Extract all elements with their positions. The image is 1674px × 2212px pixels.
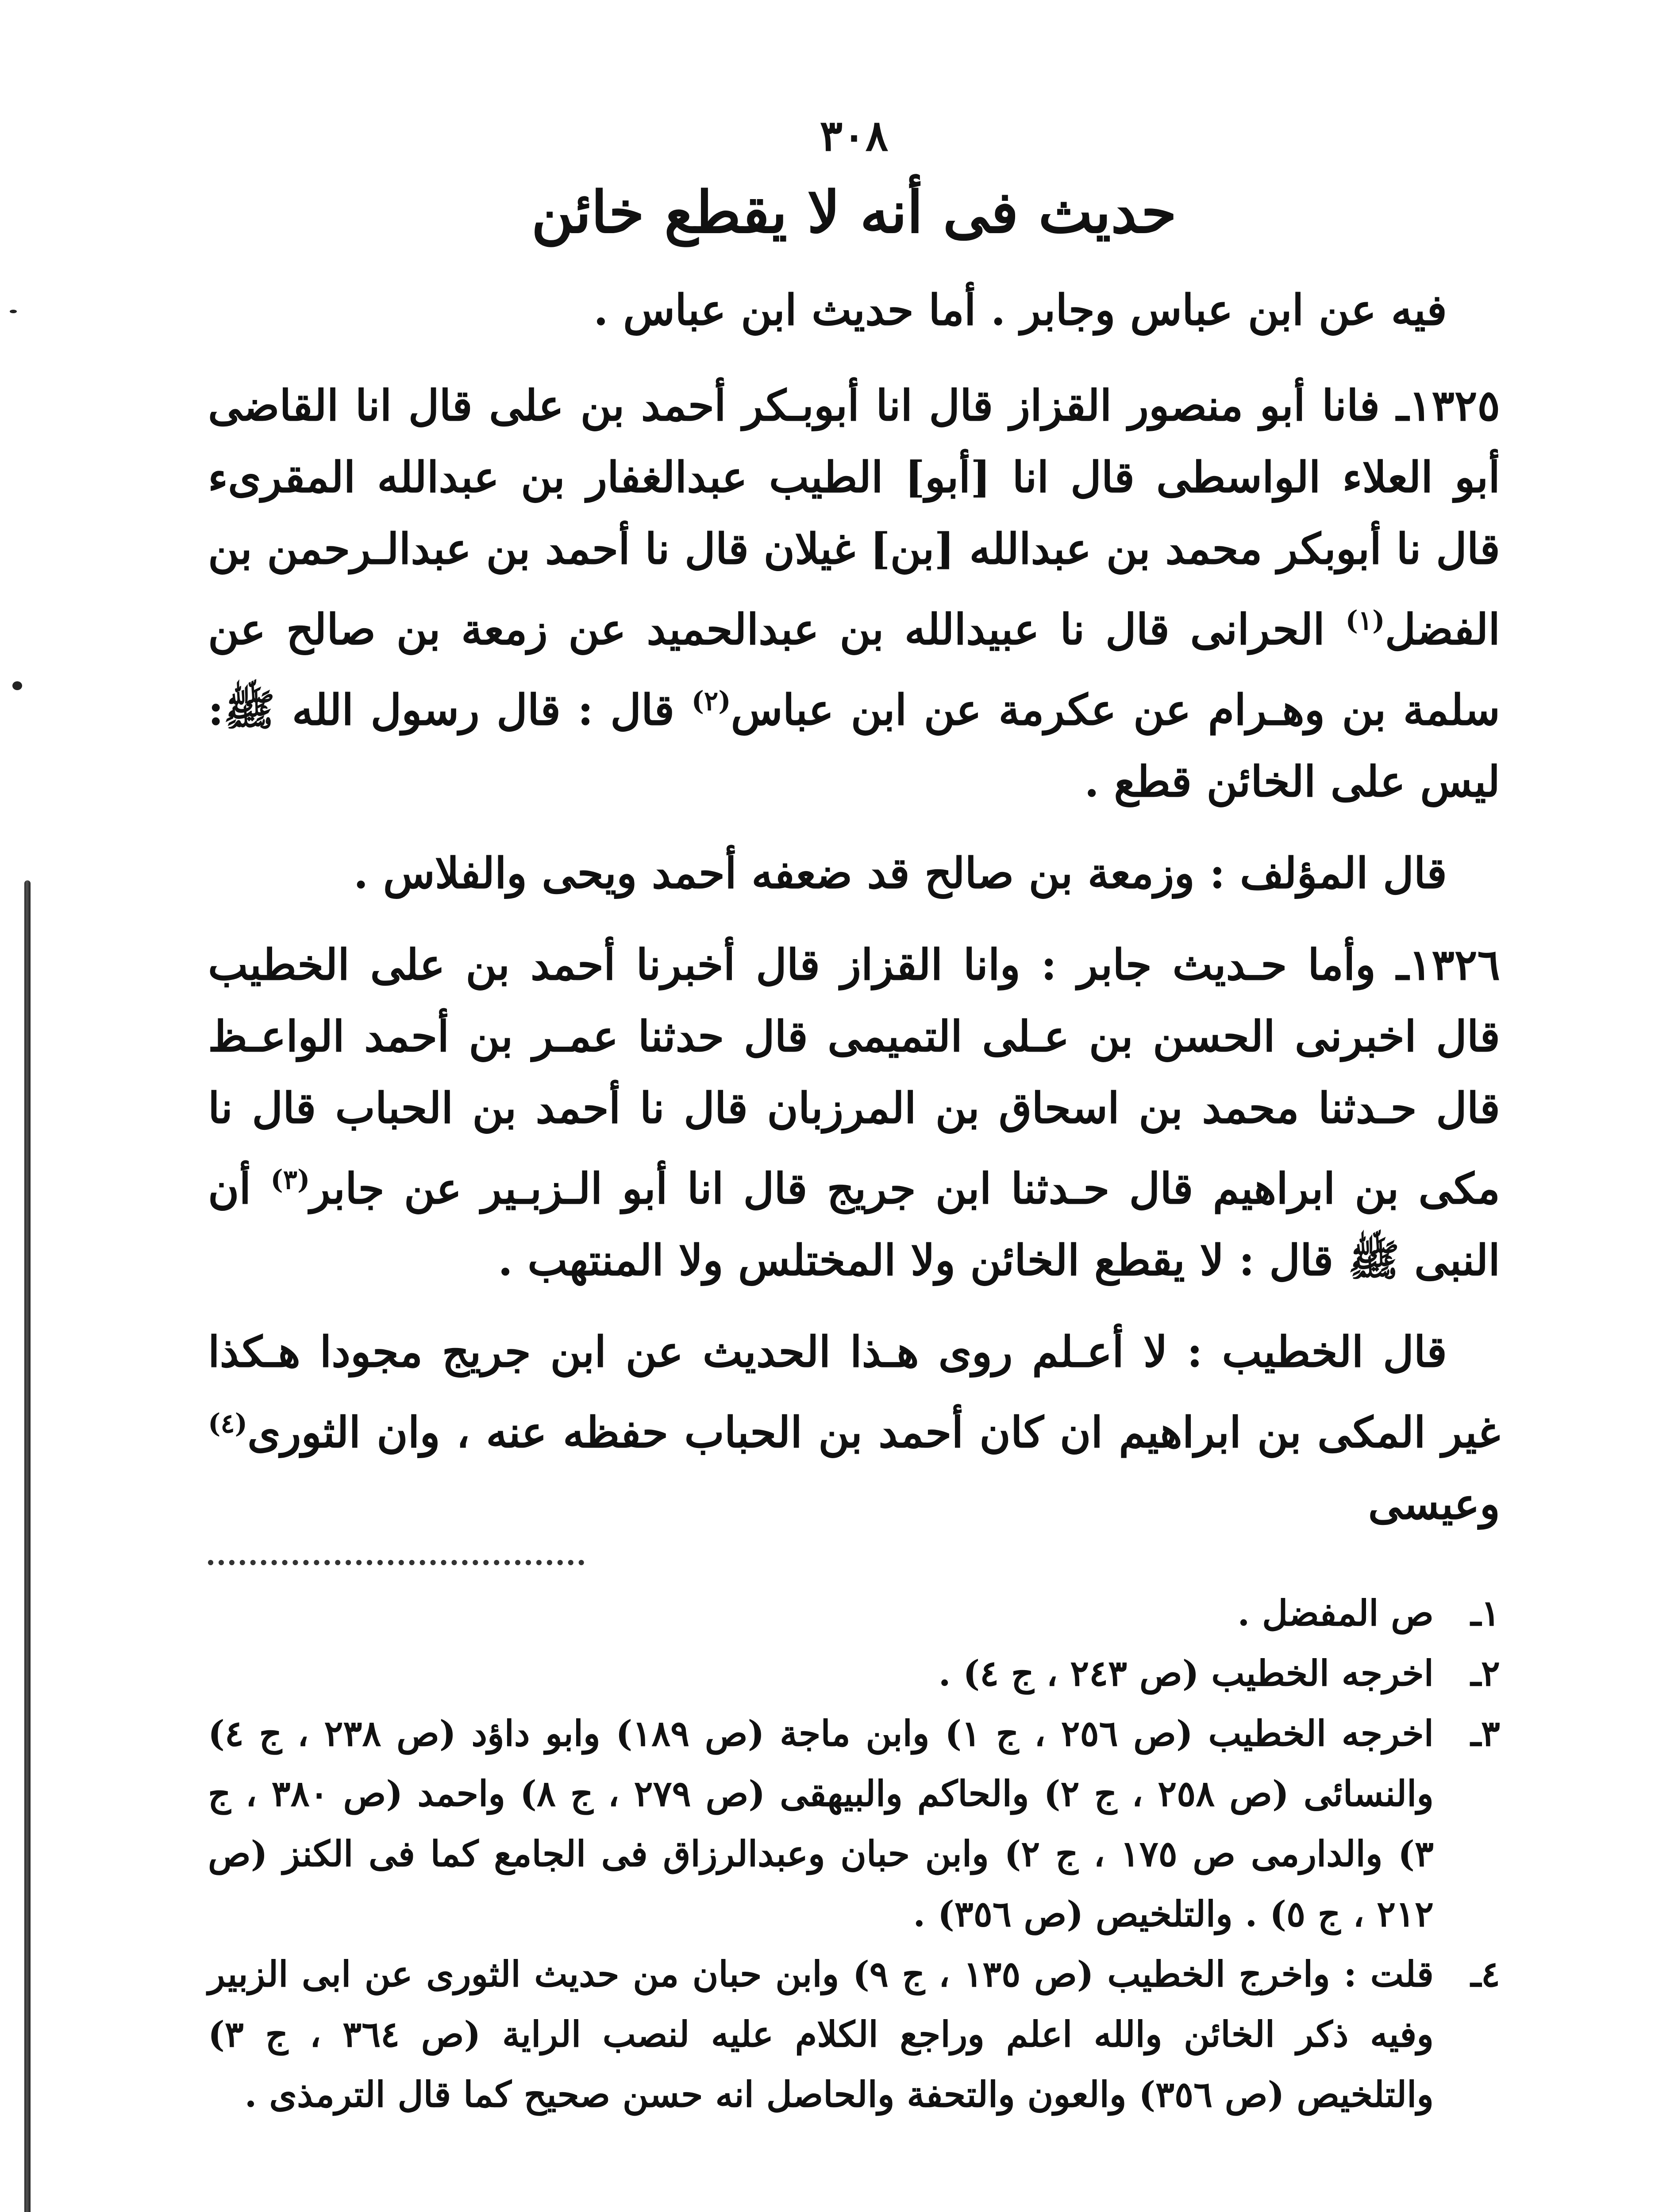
footnote-number: ٤ـ [1470,1953,1500,1995]
footnote-4 [208,1944,1500,2124]
footnote-ref-3: (٣) [270,1164,310,1195]
footnote-ref-1: (١) [1345,605,1385,636]
intro-line: فيه عن ابن عباس وجابر . أما حديث ابن عباس . [593,285,1447,335]
footnote-3 [208,1703,1500,1944]
hadith-1326-text-1: ١٣٢٦ـ وأما حـديث جابر : وانا القزاز قال أخبرنا أحمد بن على الخطيب قال اخبرنى الحسن بن عـلى التميمى قال حدثنا عمـر بن أحمد الواعـظ قال حـدثنا محمد بن اسحاق بن المرزبان قال نا أحمد بن الحباب قال نا مكى بن ابراهيم قال حـدثنا ابن جريج قال انا أبو الـزبـير عن جابر [208,940,1501,1214]
khatib-note [208,1316,1500,1540]
scan-speck [12,681,22,690]
footnote-2 [208,1643,1500,1703]
hadith-1325-text-1: ١٣٢٥ـ فانا أبو منصور القزاز قال انا أبوبـكر أحمد بن على قال انا القاضى أبو العلاء الواسطى قال انا [أبو] الطيب عبدالغفار بن عبدالله المقرىء قال نا أبوبكر محمد بن عبدالله [بن] غيلان قال نا أحمد بن عبدالـرحمن بن الفضل [208,380,1501,654]
hadith-1325-text-2: الحرانى قال نا عبيدالله بن عبدالحميد عن زمعة بن صالح عن سلمة بن وهـرام عن عكرمة عن ابن عباس [208,604,1501,735]
hadith-1326 [208,929,1500,1296]
footnote-text: اخرجه الخطيب (ص ٢٤٣ ، ج ٤) . [938,1652,1434,1694]
footnotes [208,1583,1500,2124]
hadith-1325 [208,370,1500,818]
footnote-1 [208,1583,1500,1643]
chapter-title: حديث فى أنه لا يقطع خائن [531,178,1177,246]
footnote-text: اخرجه الخطيب (ص ٢٥٦ ، ج ١) وابن ماجة (ص ١٨٩) وابو داؤد (ص ٢٣٨ ، ج ٤) والنسائى (ص ٢٥٨ ، ج ٢) والحاكم والبيهقى (ص ٢٧٩ ، ج ٨) واحمد (ص ٣٨٠ ، ج ٣) والدارمى ص ١٧٥ ، ج ٢) وابن حبان وعبدالرزاق فى الجامع كما فى الكنز (ص ٢١٢ ، ج ٥) . والتلخيص (ص ٣٥٦) . [208,1713,1434,1935]
hadith-1326-text-2: أن النبى ﷺ قال : لا يقطع الخائن ولا المختلس ولا المنتهب . [208,1164,1500,1285]
footnote-number: ٢ـ [1470,1652,1500,1694]
khatib-note-text-1: قال الخطيب : لا أعـلم روى هـذا الحديث عن ابن جريج مجودا هـكذا غير المكى بن ابراهيم ان كان أحمد بن الحباب حفظه عنه ، وان الثورى [208,1327,1500,1457]
footnote-text: قلت : واخرج الخطيب (ص ١٣٥ ، ج ٩) وابن حبان من حديث الثورى عن ابى الزبير وفيه ذكر الخائن والله اعلم وراجع الكلام عليه لنصب الراية (ص ٣٦٤ ، ج ٣) والتلخيص (ص ٣٥٦) والعون والتحفة والحاصل انه حسن صحيح كما قال الترمذى . [208,1953,1434,2115]
hadith-1325-text-3: قال : قال رسول الله ﷺ: ليس على الخائن قطع . [208,685,1500,806]
footnote-text: ص المفضل . [1237,1592,1434,1634]
author-note: قال المؤلف : وزمعة بن صالح قد ضعفه أحمد ويحى والفلاس . [353,848,1447,898]
khatib-note-text-2: وعيسى [1368,1479,1500,1529]
footnote-number: ١ـ [1470,1592,1500,1634]
scan-speck [10,310,17,313]
footnote-ref-4: (٤) [208,1408,248,1439]
footnote-number: ٣ـ [1470,1713,1500,1754]
page-number: ٣٠٨ [820,111,889,161]
footnote-separator [208,1560,584,1565]
footnote-ref-2: (٢) [691,686,731,717]
margin-binding-line [24,880,31,2212]
page-content [208,111,1500,2124]
